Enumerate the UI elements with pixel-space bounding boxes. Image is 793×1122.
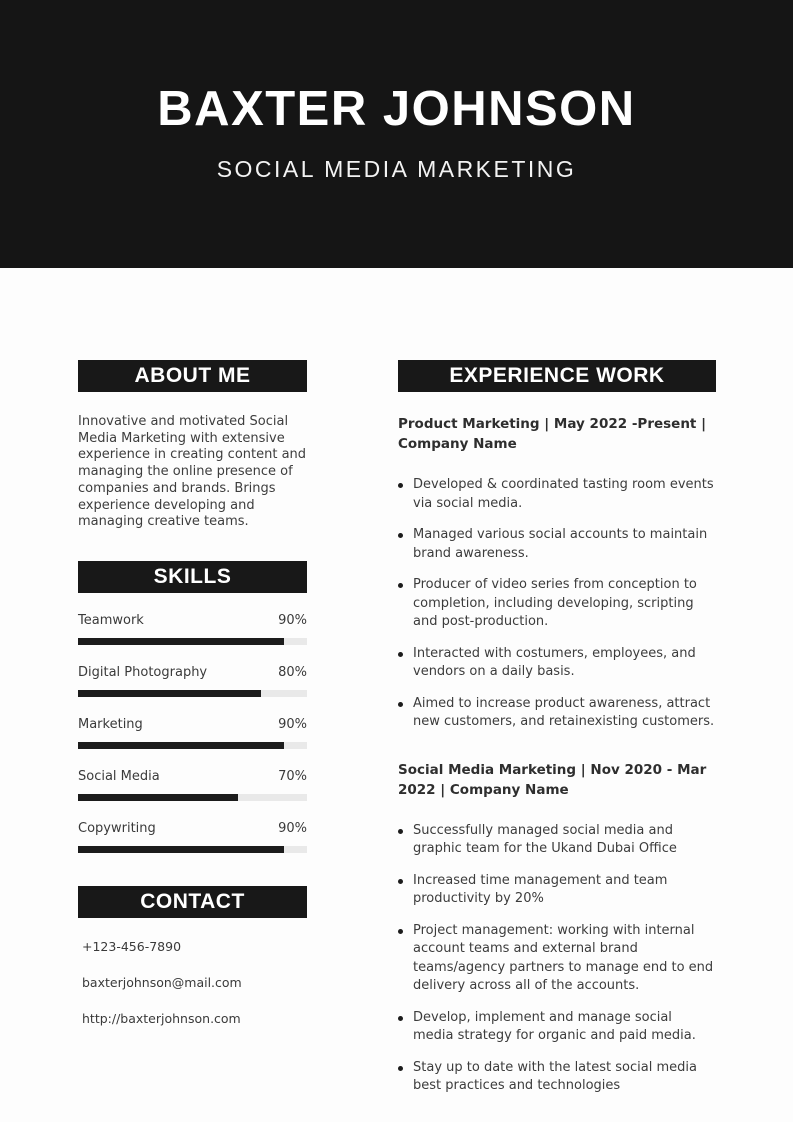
experience-section-header: EXPERIENCE WORK (398, 360, 716, 392)
skill-label: Social Media (78, 768, 160, 784)
job-entry (398, 414, 716, 732)
job-bullet (398, 872, 716, 909)
job-bullet-text: Managed various social accounts to maintain brand awareness. (413, 527, 708, 561)
contact-email: baxterjohnson@mail.com (82, 974, 242, 990)
bullet-icon (398, 652, 403, 657)
resume-body (0, 268, 793, 1096)
bullet-icon (398, 1066, 403, 1071)
skill-row (78, 821, 307, 853)
person-name: BAXTER JOHNSON (157, 82, 636, 136)
skill-percent: 90% (278, 820, 307, 836)
bullet-icon (398, 702, 403, 707)
skill-label: Marketing (78, 716, 143, 732)
job-bullet (398, 645, 716, 682)
contact-section-header: CONTACT (78, 886, 307, 918)
skills-section-header: SKILLS (78, 561, 307, 593)
about-text: Innovative and motivated Social Media Marketing with extensive experience in creating content and managing the online presence of companies and brands. Brings experience developing and managing creative teams. (78, 414, 307, 530)
skill-percent: 90% (278, 612, 307, 628)
skill-percent: 70% (278, 768, 307, 784)
person-role: SOCIAL MEDIA MARKETING (216, 156, 577, 182)
skill-progress-track (78, 638, 307, 645)
job-bullet-list (398, 476, 716, 732)
job-bullet (398, 526, 716, 563)
bullet-icon (398, 583, 403, 588)
skill-percent: 80% (278, 664, 307, 680)
job-bullet (398, 1009, 716, 1046)
skill-progress-fill (78, 794, 238, 801)
bullet-icon (398, 533, 403, 538)
skill-label: Copywriting (78, 820, 156, 836)
bullet-icon (398, 879, 403, 884)
job-title: Product Marketing | May 2022 -Present | Company Name (398, 416, 707, 452)
contact-website: http://baxterjohnson.com (82, 1010, 241, 1026)
skill-label: Teamwork (78, 612, 144, 628)
job-bullet (398, 695, 716, 732)
skill-progress-fill (78, 690, 261, 697)
bullet-icon (398, 829, 403, 834)
about-section-header: ABOUT ME (78, 360, 307, 392)
job-bullet-text: Increased time management and team productivity by 20% (413, 872, 668, 906)
contact-list (78, 939, 307, 1026)
job-bullet-text: Interacted with costumers, employees, and vendors on a daily basis. (413, 645, 696, 679)
job-entry (398, 760, 716, 1096)
bullet-icon (398, 1016, 403, 1021)
job-bullet (398, 1059, 716, 1096)
skill-progress-fill (78, 638, 284, 645)
skill-progress-track (78, 690, 307, 697)
right-column (398, 360, 716, 1096)
job-bullet-text: Stay up to date with the latest social media best practices and technologies (413, 1059, 697, 1093)
skill-progress-fill (78, 742, 284, 749)
job-bullet-text: Successfully managed social media and graphic team for the Ukand Dubai Office (413, 822, 677, 856)
skill-progress-track (78, 846, 307, 853)
skill-label: Digital Photography (78, 664, 208, 680)
job-bullet (398, 576, 716, 632)
skill-row (78, 717, 307, 749)
bullet-icon (398, 483, 403, 488)
job-bullet (398, 822, 716, 859)
job-bullet-text: Develop, implement and manage social media strategy for organic and paid media. (413, 1009, 696, 1043)
job-bullet-text: Project management: working with internal account teams and external brand teams/agency partners to manage end to end delivery across all of the accounts. (413, 922, 714, 993)
job-bullet-text: Developed & coordinated tasting room events via social media. (413, 477, 714, 511)
job-title: Social Media Marketing | Nov 2020 - Mar 2022 | Company Name (398, 761, 707, 798)
skill-row (78, 665, 307, 697)
job-bullet (398, 476, 716, 513)
bullet-icon (398, 929, 403, 934)
resume-header (0, 0, 793, 268)
left-column (78, 360, 307, 1096)
skill-row (78, 769, 307, 801)
skill-percent: 90% (278, 716, 307, 732)
skill-row (78, 613, 307, 645)
job-bullet (398, 922, 716, 996)
skill-progress-track (78, 794, 307, 801)
contact-phone: +123-456-7890 (82, 938, 182, 954)
job-bullet-text: Producer of video series from conception to completion, including developing, scripting and post-production. (413, 577, 697, 629)
skill-progress-fill (78, 846, 284, 853)
job-bullet-text: Aimed to increase product awareness, attract new customers, and retainexisting customers. (413, 695, 715, 729)
job-bullet-list (398, 822, 716, 1096)
skill-progress-track (78, 742, 307, 749)
